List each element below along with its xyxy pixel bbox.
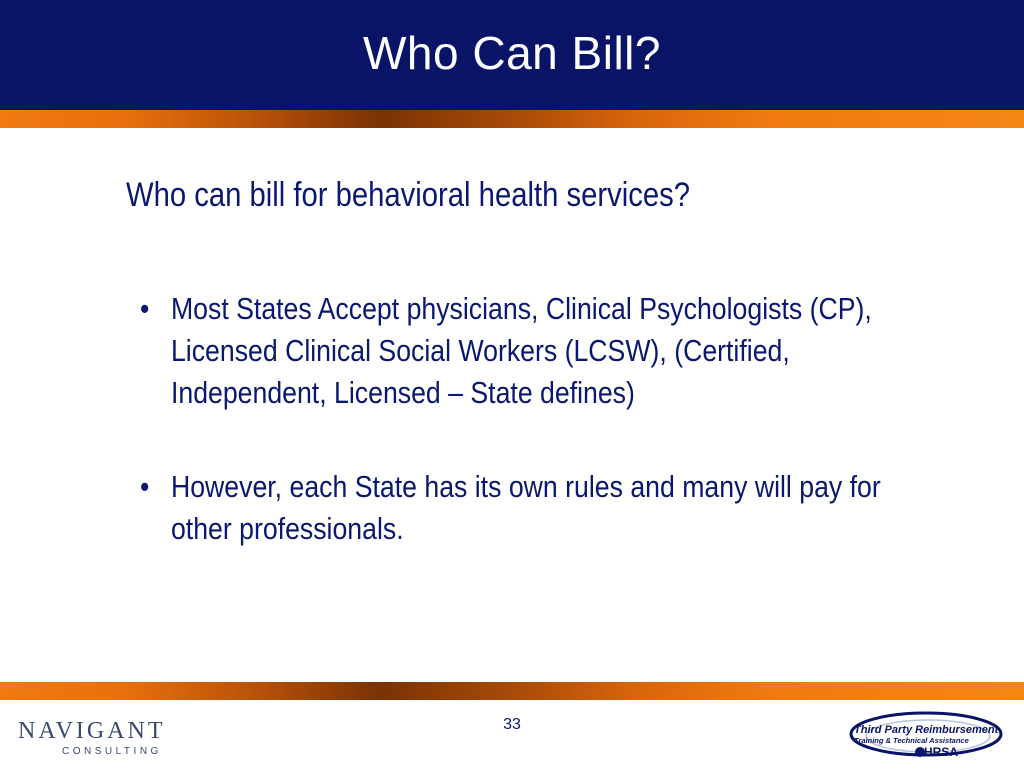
tpr-logo-title: Third Party Reimbursement: [854, 724, 999, 736]
tpr-logo-sponsor: HRSA: [924, 745, 959, 759]
navigant-logo-sub: CONSULTING: [62, 746, 162, 757]
slide-title: Who Can Bill?: [363, 27, 661, 79]
title-bar: [0, 0, 1024, 110]
top-orange-stripe: [0, 110, 1024, 128]
bullet-icon: •: [140, 469, 150, 504]
third-party-reimbursement-logo: [846, 702, 1006, 764]
bullet-text: However, each State has its own rules and many will pay for other professionals.: [170, 469, 881, 546]
tpr-logo-subtitle: Training & Technical Assistance: [854, 736, 969, 745]
bullet-list: [140, 288, 931, 602]
slide-question: Who can bill for behavioral health services?: [126, 176, 690, 214]
navigant-logo-name: NAVIGANT: [18, 718, 166, 744]
list-item: [140, 288, 931, 414]
bullet-text: Most States Accept physicians, Clinical Psychologists (CP), Licensed Clinical Social Workers (LCSW), (Certified, Independent, Licensed – State defines): [170, 291, 872, 410]
bullet-icon: •: [140, 291, 150, 326]
slide-footer: [0, 700, 1024, 768]
page-number: 33: [503, 716, 521, 733]
list-item: [140, 466, 931, 550]
bottom-orange-stripe: [0, 682, 1024, 700]
